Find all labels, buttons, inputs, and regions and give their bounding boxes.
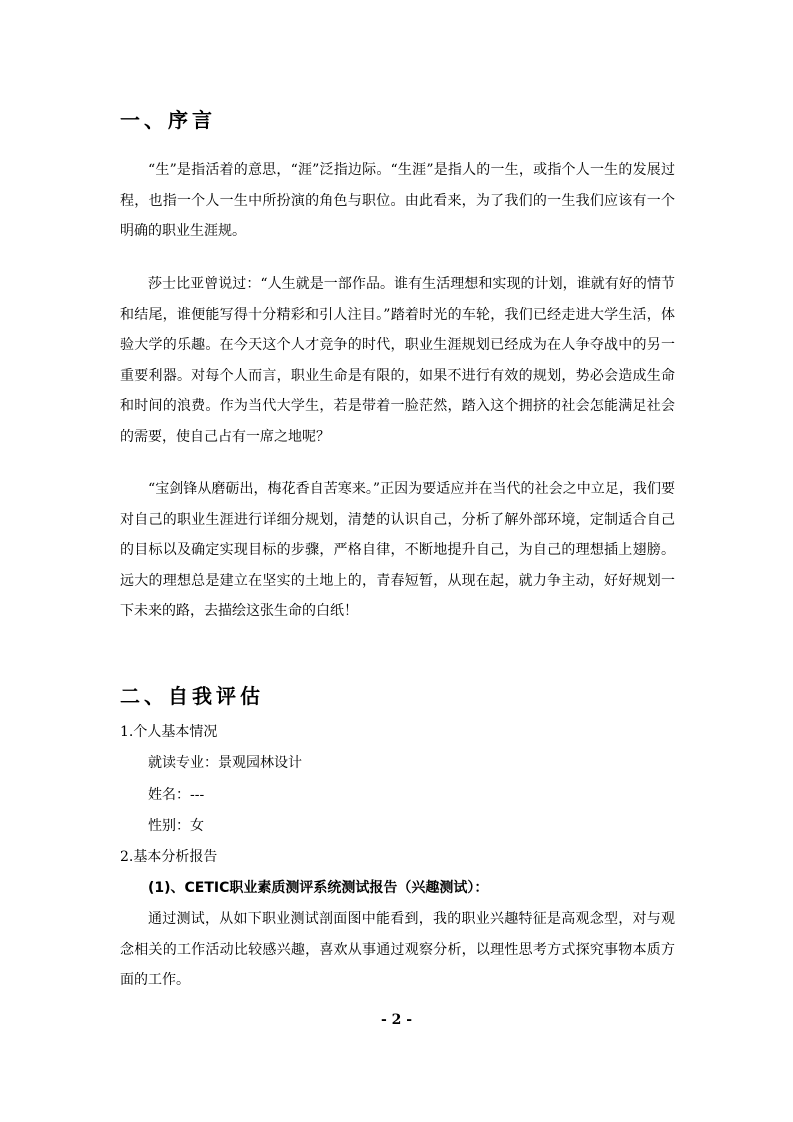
- analysis-paragraph: 通过测试，从如下职业测试剖面图中能看到，我的职业兴趣特征是高观念型，对与观念相关的工作活动比较感兴趣，喜欢从事通过观察分析，以理性思考方式探究事物本质方面的工作。: [120, 911, 675, 988]
- major-field: 就读专业：景观园林设计: [148, 755, 302, 771]
- section-heading-preface: 一、序言: [120, 108, 216, 132]
- subheading-cetic-report: (1)、CETIC职业素质测评系统测试报告（兴趣测试）：: [148, 880, 489, 896]
- page-number: - 2 -: [380, 1012, 413, 1028]
- name-field: 姓名：---: [148, 787, 205, 803]
- preface-paragraph-1: “生”是指活着的意思，“涯”泛指边际。“生涯”是指人的一生，或指个人一生的发展过程，也指一个人一生中所扮演的角色与职位。由此看来，为了我们的一生我们应该有一个明确的职业生涯规。: [120, 162, 675, 239]
- item-analysis-report: 2.基本分析报告: [120, 849, 218, 865]
- preface-paragraph-2: 莎士比亚曾说过：“人生就是一部作品。谁有生活理想和实现的计划，谁就有好的情节和结尾，谁便能写得十分精彩和引人注目。”踏着时光的车轮，我们已经走进大学生活，体验大学的乐趣。在今天这个人才竞争的时代，职业生涯规划已经成为在人争夺战中的另一重要利器。对每个人而言，职业生命是有限的，如果不进行有效的规划，势必会造成生命和时间的浪费。作为当代大学生，若是带着一脸茫然，踏入这个拥挤的社会怎能满足社会的需要，使自己占有一席之地呢？: [120, 276, 675, 445]
- gender-field: 性别：女: [148, 818, 204, 834]
- section-heading-self-assessment: 二、自我评估: [120, 684, 264, 708]
- preface-paragraph-3: “宝剑锋从磨砺出，梅花香自苦寒来。”正因为要适应并在当代的社会之中立足，我们要对自己的职业生涯进行详细分规划，清楚的认识自己，分析了解外部环境，定制适合自己的目标以及确定实现目标的步骤，严格自律，不断地提升自己，为自己的理想插上翅膀。远大的理想总是建立在坚实的土地上的，青春短暂，从现在起，就力争主动，好好规划一下未来的路，去描绘这张生命的白纸！: [120, 481, 675, 619]
- item-personal-info: 1.个人基本情况: [120, 724, 218, 740]
